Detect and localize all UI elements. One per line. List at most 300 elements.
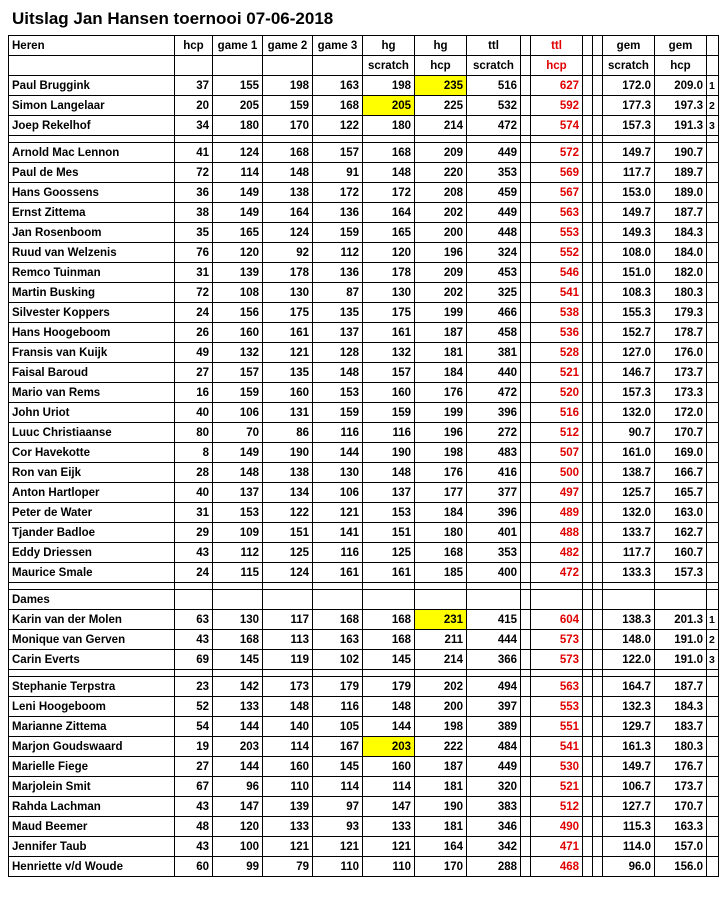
score-cell: 184 (415, 363, 467, 383)
score-cell: 137 (313, 323, 363, 343)
table-cell (593, 583, 603, 590)
score-cell: 148.0 (603, 630, 655, 650)
score-cell: 122.0 (603, 650, 655, 670)
score-cell: 190.7 (655, 143, 707, 163)
score-cell: 172.0 (655, 403, 707, 423)
player-row (9, 610, 719, 630)
score-cell: 164.7 (603, 677, 655, 697)
table-cell (521, 283, 531, 303)
table-cell (583, 243, 593, 263)
player-row (9, 403, 719, 423)
score-cell: 106.7 (603, 777, 655, 797)
score-cell: 148 (263, 697, 313, 717)
score-cell: 43 (175, 797, 213, 817)
table-cell (521, 483, 531, 503)
player-row (9, 630, 719, 650)
table-cell (313, 136, 363, 143)
rank-cell: 1 (707, 610, 719, 630)
table-cell (603, 136, 655, 143)
score-cell: 105 (313, 717, 363, 737)
score-cell: 179.3 (655, 303, 707, 323)
score-cell: 115.3 (603, 817, 655, 837)
score-cell: 179 (313, 677, 363, 697)
player-row (9, 143, 719, 163)
total-handicap-cell: 500 (531, 463, 583, 483)
score-cell: 189.0 (655, 183, 707, 203)
table-cell (593, 590, 603, 610)
table-cell (583, 403, 593, 423)
table-cell (593, 503, 603, 523)
table-cell (363, 590, 415, 610)
score-cell: 38 (175, 203, 213, 223)
score-cell: 167 (313, 737, 363, 757)
score-cell: 342 (467, 837, 521, 857)
score-cell: 187.7 (655, 677, 707, 697)
player-name: Jennifer Taub (9, 837, 175, 857)
score-cell: 114 (363, 777, 415, 797)
score-cell: 152.7 (603, 323, 655, 343)
score-cell: 181 (415, 343, 467, 363)
score-cell: 40 (175, 403, 213, 423)
player-row (9, 483, 719, 503)
score-cell: 43 (175, 630, 213, 650)
player-name: John Uriot (9, 403, 175, 423)
score-cell: 156.0 (655, 857, 707, 877)
table-cell (467, 583, 521, 590)
player-row (9, 817, 719, 837)
score-cell: 177.3 (603, 96, 655, 116)
table-cell (583, 363, 593, 383)
table-cell (655, 590, 707, 610)
player-name: Cor Havekotte (9, 443, 175, 463)
score-cell: 108 (213, 283, 263, 303)
player-name: Silvester Koppers (9, 303, 175, 323)
table-cell (583, 563, 593, 583)
score-cell: 145 (213, 650, 263, 670)
score-cell: 320 (467, 777, 521, 797)
table-cell (521, 583, 531, 590)
player-row (9, 203, 719, 223)
table-cell (593, 116, 603, 136)
table-cell (593, 343, 603, 363)
score-cell: 106 (313, 483, 363, 503)
score-cell: 156 (213, 303, 263, 323)
score-cell: 208 (415, 183, 467, 203)
table-cell (363, 670, 415, 677)
table-cell (531, 583, 583, 590)
player-row (9, 116, 719, 136)
score-cell: 160 (213, 323, 263, 343)
score-cell: 149.7 (603, 203, 655, 223)
table-cell (415, 136, 467, 143)
score-cell: 121 (263, 837, 313, 857)
table-cell (521, 757, 531, 777)
table-cell (593, 323, 603, 343)
table-cell (521, 837, 531, 857)
player-name: Hans Goossens (9, 183, 175, 203)
column-header (583, 56, 593, 76)
score-cell: 122 (263, 503, 313, 523)
score-cell: 135 (313, 303, 363, 323)
score-cell: 24 (175, 563, 213, 583)
score-cell: 160 (263, 757, 313, 777)
score-cell: 145 (313, 757, 363, 777)
total-handicap-cell: 528 (531, 343, 583, 363)
results-body (9, 36, 719, 877)
score-cell: 138.7 (603, 463, 655, 483)
score-cell: 132.0 (603, 403, 655, 423)
player-row (9, 797, 719, 817)
score-cell: 159 (313, 223, 363, 243)
score-cell: 151 (363, 523, 415, 543)
score-cell: 141 (313, 523, 363, 543)
table-cell (521, 817, 531, 837)
score-cell: 176.0 (655, 343, 707, 363)
table-cell (521, 650, 531, 670)
column-header (263, 56, 313, 76)
score-cell: 199 (415, 403, 467, 423)
table-cell (583, 116, 593, 136)
score-cell: 108.3 (603, 283, 655, 303)
score-cell: 130 (263, 283, 313, 303)
score-cell: 231 (415, 610, 467, 630)
player-name: Monique van Gerven (9, 630, 175, 650)
player-row (9, 650, 719, 670)
score-cell: 146.7 (603, 363, 655, 383)
total-handicap-cell: 541 (531, 737, 583, 757)
table-cell (521, 503, 531, 523)
score-cell: 153 (313, 383, 363, 403)
score-cell: 180 (213, 116, 263, 136)
score-cell: 125.7 (603, 483, 655, 503)
score-cell: 184 (415, 503, 467, 523)
score-cell: 165 (363, 223, 415, 243)
player-row (9, 363, 719, 383)
score-cell: 27 (175, 757, 213, 777)
player-name: Maud Beemer (9, 817, 175, 837)
score-cell: 70 (213, 423, 263, 443)
score-cell: 127.7 (603, 797, 655, 817)
player-row (9, 263, 719, 283)
table-cell (593, 630, 603, 650)
table-cell (583, 650, 593, 670)
total-handicap-cell: 552 (531, 243, 583, 263)
player-row (9, 677, 719, 697)
score-cell: 114 (263, 737, 313, 757)
score-cell: 160 (263, 383, 313, 403)
column-header (175, 56, 213, 76)
score-cell: 209.0 (655, 76, 707, 96)
total-handicap-cell: 553 (531, 223, 583, 243)
score-cell: 100 (213, 837, 263, 857)
score-cell: 176 (415, 463, 467, 483)
score-cell: 153 (213, 503, 263, 523)
score-cell: 396 (467, 403, 521, 423)
table-cell (363, 583, 415, 590)
score-cell: 151.0 (603, 263, 655, 283)
rank-cell: 2 (707, 96, 719, 116)
score-cell: 113 (263, 630, 313, 650)
score-cell: 211 (415, 630, 467, 650)
score-cell: 440 (467, 363, 521, 383)
score-cell: 164 (363, 203, 415, 223)
table-cell (521, 737, 531, 757)
score-cell: 149 (213, 183, 263, 203)
table-cell (521, 303, 531, 323)
score-cell: 453 (467, 263, 521, 283)
score-cell: 153.0 (603, 183, 655, 203)
table-cell (521, 563, 531, 583)
score-cell: 190 (263, 443, 313, 463)
score-cell: 142 (213, 677, 263, 697)
score-cell: 144 (363, 717, 415, 737)
score-cell: 41 (175, 143, 213, 163)
table-cell (707, 183, 719, 203)
player-name: Joep Rekelhof (9, 116, 175, 136)
total-handicap-cell: 521 (531, 777, 583, 797)
score-cell: 179 (363, 677, 415, 697)
total-handicap-cell: 546 (531, 263, 583, 283)
score-cell: 484 (467, 737, 521, 757)
table-cell (707, 677, 719, 697)
score-cell: 120 (213, 243, 263, 263)
score-cell: 138.3 (603, 610, 655, 630)
score-cell: 148 (213, 463, 263, 483)
player-name: Tjander Badloe (9, 523, 175, 543)
column-header: gem (603, 36, 655, 56)
total-handicap-cell: 604 (531, 610, 583, 630)
score-cell: 69 (175, 650, 213, 670)
score-cell: 140 (263, 717, 313, 737)
table-cell (467, 590, 521, 610)
table-cell (707, 857, 719, 877)
table-cell (521, 403, 531, 423)
column-header: game 3 (313, 36, 363, 56)
player-name: Marianne Zittema (9, 717, 175, 737)
total-handicap-cell: 488 (531, 523, 583, 543)
table-cell (593, 610, 603, 630)
table-cell (213, 583, 263, 590)
score-cell: 449 (467, 143, 521, 163)
score-cell: 120 (213, 817, 263, 837)
table-cell (593, 443, 603, 463)
score-cell: 117 (263, 610, 313, 630)
score-cell: 137 (213, 483, 263, 503)
score-cell: 173 (263, 677, 313, 697)
table-cell (583, 423, 593, 443)
table-cell (583, 183, 593, 203)
table-cell (707, 403, 719, 423)
score-cell: 116 (313, 423, 363, 443)
player-row (9, 563, 719, 583)
column-header: hcp (655, 56, 707, 76)
score-cell: 168 (213, 630, 263, 650)
score-cell: 383 (467, 797, 521, 817)
player-name: Arnold Mac Lennon (9, 143, 175, 163)
table-cell (593, 777, 603, 797)
score-cell: 168 (313, 96, 363, 116)
score-cell: 43 (175, 543, 213, 563)
table-cell (707, 483, 719, 503)
score-cell: 173.7 (655, 777, 707, 797)
total-handicap-cell: 512 (531, 423, 583, 443)
table-cell (593, 837, 603, 857)
table-cell (707, 590, 719, 610)
score-cell: 79 (263, 857, 313, 877)
total-handicap-cell: 530 (531, 757, 583, 777)
score-cell: 148 (363, 697, 415, 717)
table-cell (9, 136, 175, 143)
score-cell: 165.7 (655, 483, 707, 503)
table-cell (593, 797, 603, 817)
score-cell: 182.0 (655, 263, 707, 283)
rank-cell: 3 (707, 650, 719, 670)
score-cell: 139 (263, 797, 313, 817)
score-cell: 160.7 (655, 543, 707, 563)
score-cell: 110 (363, 857, 415, 877)
score-cell: 93 (313, 817, 363, 837)
player-name: Marjon Goudswaard (9, 737, 175, 757)
total-handicap-cell: 472 (531, 563, 583, 583)
score-cell: 125 (363, 543, 415, 563)
score-cell: 161.0 (603, 443, 655, 463)
total-handicap-cell: 507 (531, 443, 583, 463)
score-cell: 90.7 (603, 423, 655, 443)
column-header: scratch (363, 56, 415, 76)
table-cell (707, 303, 719, 323)
column-header: ttl (531, 36, 583, 56)
score-cell: 180.3 (655, 283, 707, 303)
total-handicap-cell: 471 (531, 837, 583, 857)
score-cell: 114 (313, 777, 363, 797)
table-cell (707, 837, 719, 857)
table-cell (583, 163, 593, 183)
score-cell: 116 (313, 697, 363, 717)
score-cell: 115 (213, 563, 263, 583)
total-handicap-cell: 521 (531, 363, 583, 383)
table-cell (521, 363, 531, 383)
score-cell: 160 (363, 757, 415, 777)
score-cell: 149.7 (603, 757, 655, 777)
table-cell (593, 283, 603, 303)
table-cell (213, 670, 263, 677)
table-cell (593, 523, 603, 543)
score-cell: 29 (175, 523, 213, 543)
score-cell: 494 (467, 677, 521, 697)
player-row (9, 96, 719, 116)
table-cell (583, 677, 593, 697)
score-cell: 27 (175, 363, 213, 383)
score-cell: 131 (263, 403, 313, 423)
table-cell (593, 76, 603, 96)
score-cell: 121 (363, 837, 415, 857)
table-cell (583, 697, 593, 717)
score-cell: 288 (467, 857, 521, 877)
player-name: Carin Everts (9, 650, 175, 670)
score-cell: 36 (175, 183, 213, 203)
score-cell: 191.0 (655, 630, 707, 650)
table-cell (583, 857, 593, 877)
score-cell: 117.7 (603, 163, 655, 183)
score-cell: 180.3 (655, 737, 707, 757)
total-handicap-cell: 567 (531, 183, 583, 203)
player-row (9, 697, 719, 717)
score-cell: 198 (363, 76, 415, 96)
column-header: ttl (467, 36, 521, 56)
score-cell: 133.7 (603, 523, 655, 543)
total-handicap-cell: 627 (531, 76, 583, 96)
score-cell: 148 (363, 163, 415, 183)
score-cell: 52 (175, 697, 213, 717)
score-cell: 170.7 (655, 797, 707, 817)
table-cell (213, 590, 263, 610)
column-header: hcp (175, 36, 213, 56)
score-cell: 124 (213, 143, 263, 163)
table-cell (415, 590, 467, 610)
table-cell (707, 363, 719, 383)
table-cell (583, 777, 593, 797)
score-cell: 191.0 (655, 650, 707, 670)
score-cell: 136 (313, 203, 363, 223)
score-cell: 353 (467, 163, 521, 183)
table-cell (583, 463, 593, 483)
score-cell: 235 (415, 76, 467, 96)
table-cell (521, 857, 531, 877)
score-cell: 162.7 (655, 523, 707, 543)
score-cell: 31 (175, 263, 213, 283)
score-cell: 149 (213, 443, 263, 463)
score-cell: 172 (313, 183, 363, 203)
score-cell: 24 (175, 303, 213, 323)
score-cell: 181 (415, 817, 467, 837)
score-cell: 133 (263, 817, 313, 837)
score-cell: 144 (213, 757, 263, 777)
table-cell (521, 383, 531, 403)
table-cell (583, 383, 593, 403)
score-cell: 148 (313, 363, 363, 383)
player-name: Ruud van Welzenis (9, 243, 175, 263)
table-cell (593, 163, 603, 183)
table-cell (583, 223, 593, 243)
table-cell (707, 323, 719, 343)
score-cell: 37 (175, 76, 213, 96)
score-cell: 346 (467, 817, 521, 837)
score-cell: 168 (263, 143, 313, 163)
table-cell (593, 543, 603, 563)
table-cell (521, 203, 531, 223)
score-cell: 185 (415, 563, 467, 583)
table-cell (707, 283, 719, 303)
score-cell: 159 (213, 383, 263, 403)
table-cell (175, 583, 213, 590)
table-cell (583, 583, 593, 590)
score-cell: 124 (263, 223, 313, 243)
table-cell (263, 136, 313, 143)
score-cell: 80 (175, 423, 213, 443)
score-cell: 121 (313, 503, 363, 523)
total-handicap-cell: 538 (531, 303, 583, 323)
score-cell: 161 (363, 563, 415, 583)
table-cell (263, 583, 313, 590)
table-cell (531, 590, 583, 610)
player-row (9, 543, 719, 563)
column-header: hg (415, 36, 467, 56)
score-cell: 220 (415, 163, 467, 183)
score-cell: 205 (213, 96, 263, 116)
table-cell (415, 583, 467, 590)
score-cell: 112 (213, 543, 263, 563)
table-cell (707, 223, 719, 243)
